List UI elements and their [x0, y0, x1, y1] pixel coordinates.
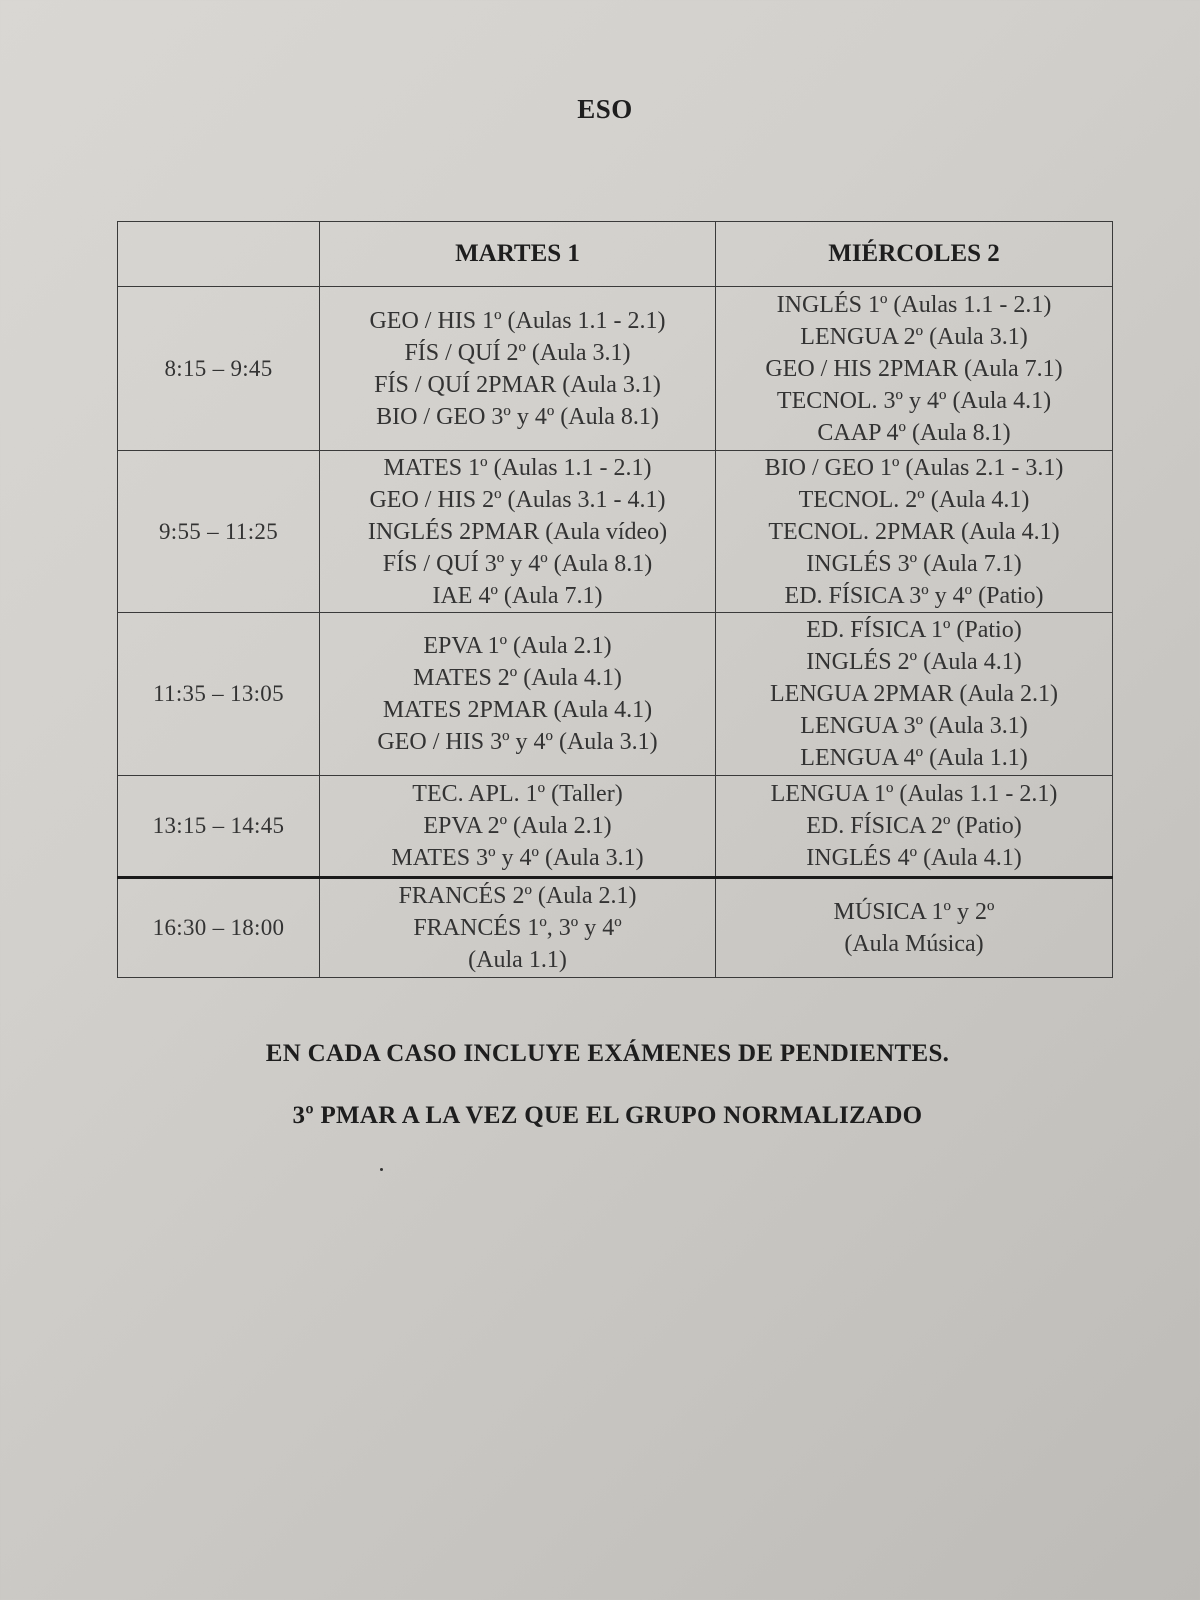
- subject-entry: ED. FÍSICA 3º y 4º (Patio): [784, 582, 1044, 609]
- header-day-miercoles: MIÉRCOLES 2: [716, 222, 1113, 287]
- subject-entry: BIO / GEO 3º y 4º (Aula 8.1): [376, 403, 659, 430]
- martes-cell: [320, 878, 716, 978]
- subject-entry: TEC. APL. 1º (Taller): [412, 781, 623, 807]
- subject-entry: IAE 4º (Aula 7.1): [432, 582, 603, 609]
- time-slot-cell: 16:30 – 18:00: [118, 878, 320, 978]
- subject-entry: CAAP 4º (Aula 8.1): [817, 419, 1011, 446]
- subject-entry: EPVA 2º (Aula 2.1): [423, 813, 612, 839]
- miercoles-cell: [716, 287, 1113, 451]
- subject-entry: GEO / HIS 2PMAR (Aula 7.1): [765, 355, 1063, 382]
- table-header-row: [118, 222, 1113, 287]
- subject-entry: TECNOL. 2º (Aula 4.1): [798, 486, 1030, 513]
- page-title: ESO: [577, 94, 633, 124]
- note-pmar: 3º PMAR A LA VEZ QUE EL GRUPO NORMALIZADO: [292, 1102, 923, 1129]
- subject-entry: FÍS / QUÍ 2PMAR (Aula 3.1): [374, 371, 661, 398]
- subject-entry: FÍS / QUÍ 3º y 4º (Aula 8.1): [382, 550, 653, 577]
- subject-entry: FRANCÉS 1º, 3º y 4º: [413, 915, 622, 941]
- header-corner-cell: [118, 222, 320, 287]
- miercoles-cell: [716, 613, 1113, 776]
- subject-entry: INGLÉS 4º (Aula 4.1): [806, 845, 1022, 871]
- subject-entry: GEO / HIS 3º y 4º (Aula 3.1): [377, 729, 658, 755]
- subject-entry: MATES 3º y 4º (Aula 3.1): [391, 845, 644, 871]
- subject-entry: MATES 2º (Aula 4.1): [413, 665, 622, 691]
- subject-entry: TECNOL. 3º y 4º (Aula 4.1): [776, 387, 1052, 414]
- note-pendientes: EN CADA CASO INCLUYE EXÁMENES DE PENDIENTES.: [265, 1040, 950, 1067]
- subject-entry: EPVA 1º (Aula 2.1): [423, 633, 612, 659]
- paper-speck: [380, 1168, 383, 1171]
- subject-entry: INGLÉS 3º (Aula 7.1): [806, 550, 1022, 577]
- table-row: [118, 776, 1113, 878]
- table-row: [118, 613, 1113, 776]
- subject-entry: LENGUA 2º (Aula 3.1): [800, 323, 1028, 350]
- martes-cell: [320, 451, 716, 613]
- subject-entry: GEO / HIS 1º (Aulas 1.1 - 2.1): [369, 307, 666, 334]
- subject-entry: BIO / GEO 1º (Aulas 2.1 - 3.1): [764, 454, 1064, 481]
- subject-entry: ED. FÍSICA 2º (Patio): [806, 813, 1022, 839]
- table-row: [118, 878, 1113, 978]
- martes-cell: [320, 613, 716, 776]
- subject-entry: FRANCÉS 2º (Aula 2.1): [398, 883, 637, 909]
- schedule-table: [117, 221, 1113, 978]
- subject-entry: MÚSICA 1º y 2º: [833, 899, 995, 925]
- subject-entry: FÍS / QUÍ 2º (Aula 3.1): [404, 339, 631, 366]
- subject-entry: LENGUA 4º (Aula 1.1): [800, 745, 1028, 771]
- subject-entry: (Aula Música): [844, 931, 984, 957]
- miercoles-cell: [716, 776, 1113, 878]
- subject-entry: TECNOL. 2PMAR (Aula 4.1): [768, 518, 1060, 545]
- table-row: [118, 287, 1113, 451]
- martes-cell: [320, 287, 716, 451]
- subject-entry: MATES 2PMAR (Aula 4.1): [382, 697, 653, 723]
- table-row: [118, 451, 1113, 613]
- subject-entry: GEO / HIS 2º (Aulas 3.1 - 4.1): [369, 486, 666, 513]
- subject-entry: INGLÉS 2PMAR (Aula vídeo): [367, 518, 668, 545]
- subject-entry: (Aula 1.1): [468, 947, 567, 973]
- martes-cell: [320, 776, 716, 878]
- time-slot-cell: 8:15 – 9:45: [118, 287, 320, 451]
- time-slot-cell: 13:15 – 14:45: [118, 776, 320, 878]
- time-slot-cell: 9:55 – 11:25: [118, 451, 320, 613]
- subject-entry: LENGUA 2PMAR (Aula 2.1): [770, 681, 1058, 707]
- miercoles-cell: [716, 878, 1113, 978]
- miercoles-cell: [716, 451, 1113, 613]
- subject-entry: INGLÉS 1º (Aulas 1.1 - 2.1): [776, 291, 1052, 318]
- time-slot-cell: 11:35 – 13:05: [118, 613, 320, 776]
- subject-entry: ED. FÍSICA 1º (Patio): [806, 617, 1022, 643]
- header-day-martes: MARTES 1: [320, 222, 716, 287]
- subject-entry: INGLÉS 2º (Aula 4.1): [806, 649, 1022, 675]
- subject-entry: MATES 1º (Aulas 1.1 - 2.1): [383, 454, 652, 481]
- subject-entry: LENGUA 1º (Aulas 1.1 - 2.1): [770, 781, 1058, 807]
- subject-entry: LENGUA 3º (Aula 3.1): [800, 713, 1028, 739]
